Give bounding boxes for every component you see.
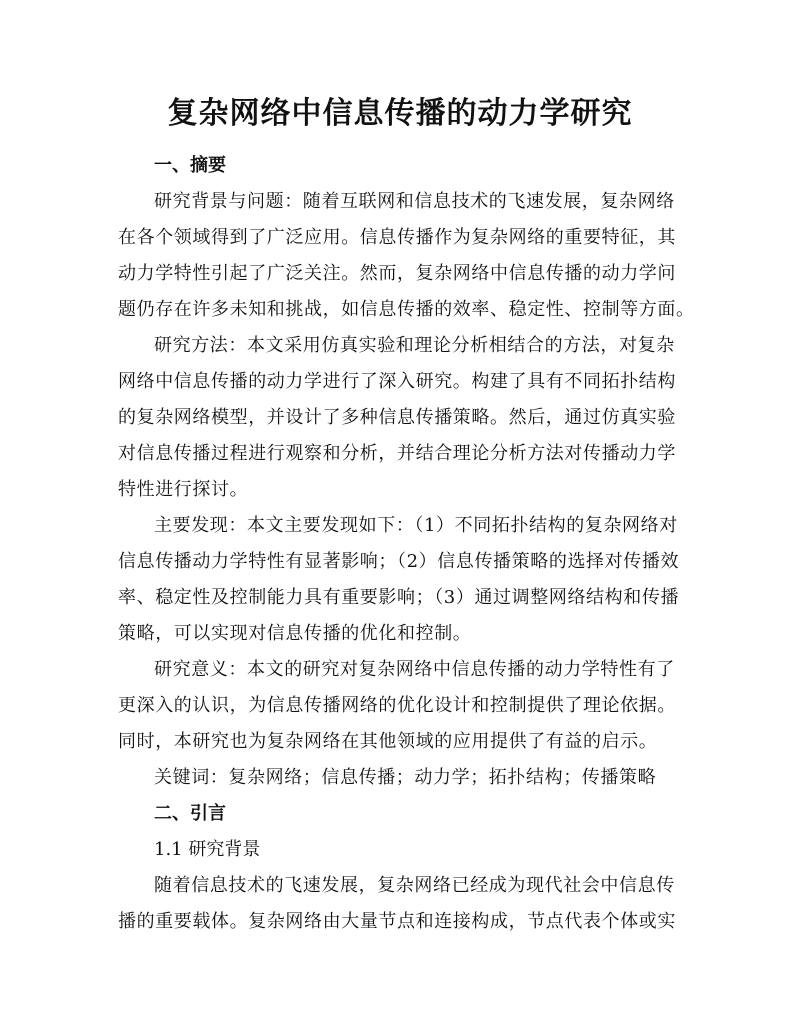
paragraph-line: 动力学特性引起了广泛关注。然而，复杂网络中信息传播的动力学问 bbox=[118, 263, 676, 284]
paragraph-line: 对信息传播过程进行观察和分析，并结合理论分析方法对传播动力学 bbox=[118, 443, 676, 464]
paragraph-line: 特性进行探讨。 bbox=[118, 479, 249, 500]
paragraph-line: 研究方法：本文采用仿真实验和理论分析相结合的方法，对复杂 bbox=[154, 335, 675, 356]
subsection-heading-background: 1.1 研究背景 bbox=[154, 839, 261, 860]
paragraph-line: 的复杂网络模型，并设计了多种信息传播策略。然后，通过仿真实验 bbox=[118, 407, 676, 428]
paragraph-line: 信息传播动力学特性有显著影响；（2）信息传播策略的选择对传播效 bbox=[118, 551, 680, 572]
paragraph-line: 题仍存在许多未知和挑战，如信息传播的效率、稳定性、控制等方面。 bbox=[118, 299, 695, 320]
paragraph-line: 策略，可以实现对信息传播的优化和控制。 bbox=[118, 623, 472, 644]
section-heading-abstract: 一、摘要 bbox=[154, 155, 226, 176]
paragraph-line: 同时，本研究也为复杂网络在其他领域的应用提供了有益的启示。 bbox=[118, 731, 658, 752]
paragraph-line: 主要发现：本文主要发现如下：（1）不同拓扑结构的复杂网络对 bbox=[154, 515, 678, 536]
paragraph-line: 在各个领域得到了广泛应用。信息传播作为复杂网络的重要特征，其 bbox=[118, 227, 676, 248]
keywords-line: 关键词：复杂网络；信息传播；动力学；拓扑结构；传播策略 bbox=[154, 767, 657, 788]
paragraph-line: 播的重要载体。复杂网络由大量节点和连接构成，节点代表个体或实 bbox=[118, 911, 676, 932]
paragraph-line: 研究背景与问题：随着互联网和信息技术的飞速发展，复杂网络 bbox=[154, 191, 675, 212]
paragraph-line: 研究意义：本文的研究对复杂网络中信息传播的动力学特性有了 bbox=[154, 659, 675, 680]
page-title: 复杂网络中信息传播的动力学研究 bbox=[167, 96, 633, 131]
paragraph-line: 随着信息技术的飞速发展，复杂网络已经成为现代社会中信息传 bbox=[154, 875, 675, 896]
paragraph-line: 更深入的认识，为信息传播网络的优化设计和控制提供了理论依据。 bbox=[118, 695, 676, 716]
paragraph-line: 率、稳定性及控制能力具有重要影响；（3）通过调整网络结构和传播 bbox=[118, 587, 680, 608]
paragraph-line: 网络中信息传播的动力学进行了深入研究。构建了具有不同拓扑结构 bbox=[118, 371, 676, 392]
section-heading-intro: 二、引言 bbox=[154, 803, 226, 824]
